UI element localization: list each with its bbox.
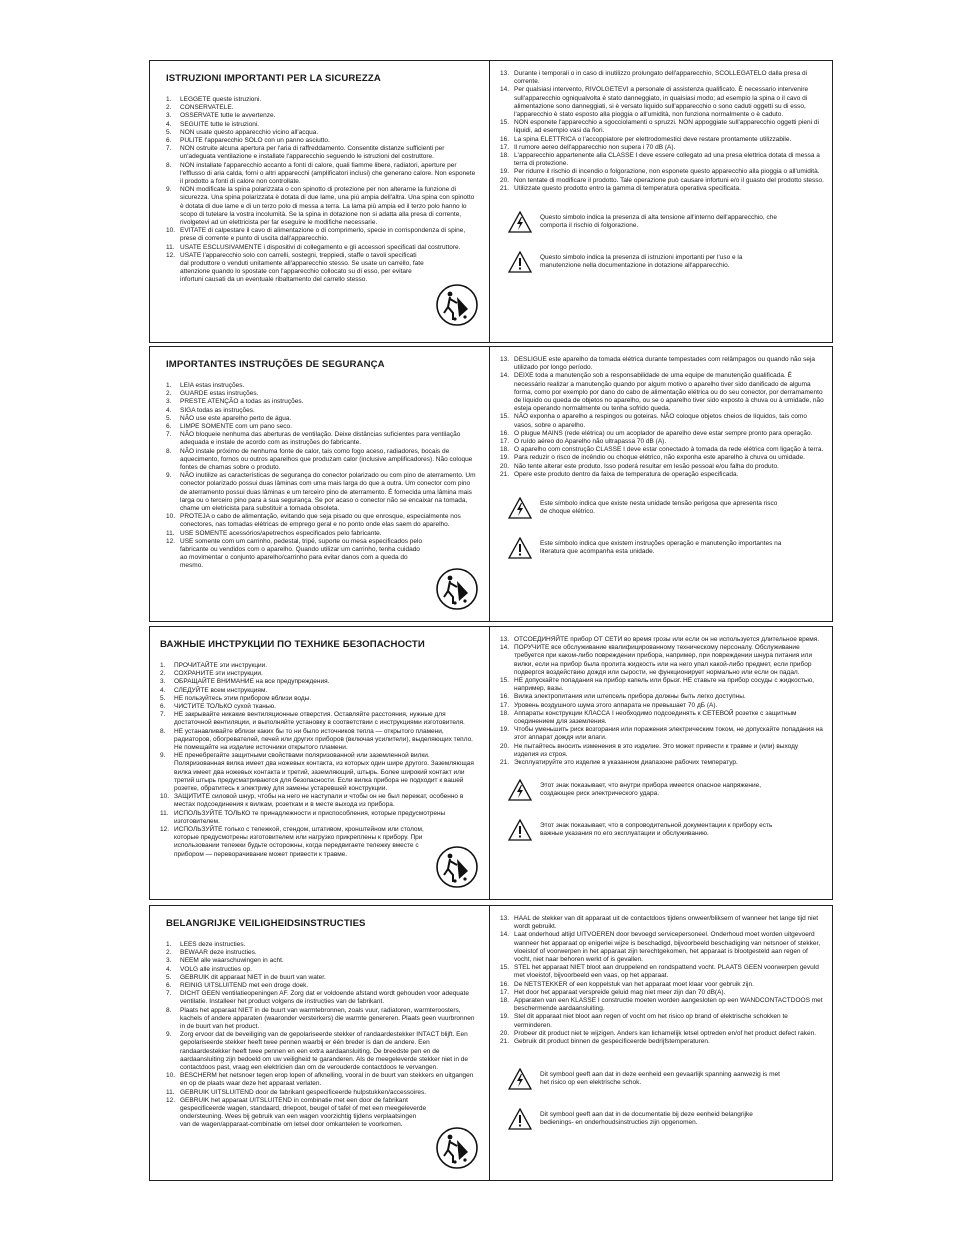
right-column — [490, 906, 832, 1180]
symbol-description: Questo simbolo indica la presenza di alta tensione all'interno dell'apparecchio, che comporta il rischio di folgorazione. — [540, 213, 777, 230]
list-item: 4. СЛЕДУЙТЕ всем инструкциям. — [160, 686, 268, 694]
symbol-description: Этот знак показывает, что в сопроводительной документации к прибору есть важные указания по его эксплуатации и обслуживанию. — [540, 822, 773, 838]
list-item: 18. O aparelho com construção CLASSE I deve estar conectado à tomada da rede elétrica com ligação à terra. — [500, 446, 824, 454]
instruction-list — [166, 382, 479, 571]
cart-tip-over-warning-icon — [435, 1126, 479, 1170]
list-item: 7. NON ostruite alcuna apertura per l'aria di raffreddamento. Consentite distanze sufficienti per un'adeguata ventilazione e installate l'apparecchio seguendo le istruzioni del costruttore. — [166, 145, 445, 161]
list-item: 7. DICHT GEEN ventilatieopeningen AF. Zorg dat er voldoende afstand wordt gehouden voor adequate ventilatie. Installeer het product volgens de instructies van de fabrikant. — [166, 990, 469, 1006]
list-item: 14. Per qualsiasi intervento, RIVOLGETEVI a personale di assistenza qualificato. È necessario intervenire sull'apparecchio ogniqualvolta è stato danneggiato, in qualsiasi modo; ad esempio la spina o il cavo di alimentazione sono danneggiati, si è versato liquido sull'apparecchio o sono caduti oggetti su di esso, l'apparecchio è stato esposto alla pioggia o all'umidità, non funziona normalmente o è caduto. — [500, 86, 809, 119]
list-item: 1. LEIA estas instruções. — [166, 382, 245, 389]
safety-section-portuguese — [149, 346, 833, 622]
list-item: 16. De NETSTEKKER of een koppelstuk van het apparaat moet klaar voor gebruik zijn. — [500, 980, 754, 988]
exclamation-triangle-icon — [500, 819, 540, 841]
section-heading: ISTRUZIONI IMPORTANTI PER LA SICUREZZA — [166, 73, 381, 84]
list-item: 8. Plaats het apparaat NIET in de buurt van warmtebronnen, zoals vuur, radiatoren, warmteroosters, kachels of andere apparaten (waaronder versterkers) die warmte genereren. Plaats geen vuurbronnen in de buurt van het product. — [166, 1006, 475, 1031]
list-item: 2. GUARDE estas instruções. — [166, 390, 259, 398]
list-item: 19. Stel dit apparaat niet bloot aan regen of vocht om het risico op brand of elektrische schokken te verminderen. — [500, 1013, 788, 1029]
list-item: 3. ОБРАЩАЙТЕ ВНИМАНИЕ на все предупреждения. — [160, 678, 330, 686]
symbol-description: Dit symbool geeft aan dat in deze eenheid een gevaarlijk spanning aanwezig is met het risico op een elektrische schok. — [540, 1071, 780, 1087]
lightning-bolt-triangle-icon — [500, 211, 540, 233]
list-item: 6. LIMPE SOMENTE com um pano seco. — [166, 423, 292, 431]
symbol-description: Este símbolo indica que existem instruções operação e manutenção importantes na literatura que acompanha esta unidade. — [540, 539, 782, 556]
section-heading: BELANGRIJKE VEILIGHEIDSINSTRUCTIES — [166, 918, 366, 929]
symbol-row-voltage — [500, 1062, 824, 1096]
list-item: 21. Gebruik dit product binnen de gespecificeerde bedrijfstemperaturen. — [500, 1038, 710, 1046]
lightning-bolt-triangle-icon — [500, 1068, 540, 1090]
list-item: 4. SIGA todas as instruções. — [166, 406, 255, 414]
list-item: 3. NEEM alle waarschuwingen in acht. — [166, 957, 284, 965]
list-item: 14. ПОРУЧИТЕ все обслуживание квалифицированному техническому персоналу. Обслуживание требуется при каком-либо повреждении прибора, например, при повреждении шнура питания или вилки, если на прибор была пролита жидкость или на него упал какой-либо предмет, если прибор подвергся воздействию дождя или сырости, не функционирует нормально или если он падал. — [500, 644, 813, 676]
list-item: 9. Zorg ervoor dat de beveiliging van de gepolariseerde stekker of randaardestekker INTACT blijft. Een gepolariseerde stekker heeft twee pennen waarbij er één breder is dan de andere. Een randaardestekker heeft twee pennen en een extra aardaansluiting. De breedste pen en de aardaansluiting zijn bedoeld om uw veiligheid te garanderen. Als de meegeleverde stekker niet in de contactdoos past, vraag een elektricien dan om de verouderde contactdoos te vervangen. — [166, 1031, 468, 1072]
symbol-row-instructions — [500, 1102, 824, 1136]
cart-tip-over-warning-icon — [435, 283, 479, 327]
list-item: 1. ПРОЧИТАЙТЕ эти инструкции. — [160, 662, 268, 669]
section-heading: ВАЖНЫЕ ИНСТРУКЦИИ ПО ТЕХНИКЕ БЕЗОПАСНОСТИ — [160, 639, 425, 650]
list-item: 10. EVITATE di calpestare il cavo di alimentazione o di comprimerlo, specie in corrispondenza di spine, prese di corrente e punto di uscita dall'apparecchio. — [166, 227, 466, 243]
list-item: 6. REINIG UITSLUITEND met een droge doek. — [166, 982, 309, 990]
list-item: 13. ОТСОЕДИНЯЙТЕ прибор ОТ СЕТИ во время грозы или если он не используется длительное время. — [500, 636, 820, 643]
exclamation-triangle-icon — [500, 251, 540, 273]
list-item: 9. NÃO inutilize as características de segurança do conector polarizado ou com pino de aterramento. Um conector polarizado possui duas lâminas com uma mais larga do que a outra. Um conector com pino de aterramento possui duas lâminas e um terceiro pino de aterramento. É fornecida uma lâmina mais larga ou o terceiro pino para a sua segurança. Se por acaso o conector não se encaixar na tomada, chame um eletricista para substituir a tomada obsoleta. — [166, 472, 476, 513]
list-item: 1. LEES deze instructies. — [166, 941, 246, 948]
list-item: 9. НЕ пренебрегайте защитными свойствами поляризованной или заземленной вилки. Поляризованная вилка имеет два ножевых контакта, из которых один шире другого. Заземляющая вилка имеет два ножевых контакта и третий, заземляющий, штырь. Более широкий контакт или третий штырь предусматриваются для безопасности. Если вилка прибора не подходит к вашей розетке, обратитесь к электрику для замены устаревшей конструкции. — [160, 752, 474, 793]
list-item: 18. Аппараты конструкции КЛАССА I необходимо подсоединять к СЕТЕВОЙ розетке с защитным соединением для заземления. — [500, 709, 797, 726]
list-item: 6. ЧИСТИТЕ ТОЛЬКО сухой тканью. — [160, 703, 276, 711]
list-item: 12. USE somente com um carrinho, pedestal, tripé, suporte ou mesa especificados pelo fabricante ou vendidos com o aparelho. Quando utilizar um carrinho, tenha cuidado ao movimentar o conjunto aparelho/carrinho para evitar danos com a queda do mesmo. — [166, 537, 423, 570]
exclamation-triangle-icon — [500, 1108, 540, 1130]
list-item: 10. PROTEJA o cabo de alimentação, evitando que seja pisado ou que enrosque, especialmente nos conectores, nas tomadas elétricas de emprego geral e no ponto onde elas saem do aparelho. — [166, 513, 461, 529]
right-column — [490, 347, 832, 621]
list-item: 20. Non tentate di modificare il prodotto. Tale operazione può causare infortuni e/o il guasto del prodotto stesso. — [500, 176, 824, 184]
safety-section-dutch — [149, 905, 833, 1181]
instruction-list — [500, 70, 824, 193]
list-item: 13. Durante i temporali o in caso di inutilizzo prolungato dell'apparecchio, SCOLLEGATELO dalla presa di corrente. — [500, 70, 808, 86]
list-item: 17. Уровень воздушного шума этого аппарата не превышает 70 дБ (A). — [500, 701, 718, 709]
symbol-row-instructions — [500, 245, 824, 279]
list-item: 2. СОХРАНИТЕ эти инструкции. — [160, 670, 263, 678]
list-item: 15. NON esponete l'apparecchio a sgocciolamenti o spruzzi. NON appoggiate sull'apparecchio oggetti pieni di liquidi, ad esempio vasi da fiori. — [500, 119, 819, 135]
cart-tip-over-warning-icon — [435, 845, 479, 889]
list-item: 21. Эксплуатируйте это изделие в указанном диапазоне рабочих температур. — [500, 759, 738, 767]
list-item: 15. STEL het apparaat NIET bloot aan druppelend en rondspattend vocht. PLAATS GEEN voorwerpen gevuld met vloeistof, bijvoorbeeld een vaas, op het apparaat. — [500, 964, 819, 980]
list-item: 5. NON usate questo apparecchio vicino all'acqua. — [166, 128, 319, 136]
left-column — [150, 906, 490, 1180]
list-item: 18. L'apparecchio appartenente alla CLASSE I deve essere collegato ad una presa elettrica dotata di messa a terra di protezione. — [500, 152, 820, 168]
list-item: 21. Utilizzate questo prodotto entro la gamma di temperatura operativa specificata. — [500, 184, 741, 192]
lightning-bolt-triangle-icon — [500, 497, 540, 519]
list-item: 1. LEGGETE queste istruzioni. — [166, 96, 262, 103]
symbol-description: Dit symbool geeft aan dat in de documentatie bij deze eenheid belangrijke bedienings- en onderhoudsinstructies zijn opgenomen. — [540, 1111, 753, 1127]
list-item: 4. SEGUITE tutte le istruzioni. — [166, 120, 260, 128]
symbol-legend — [500, 205, 824, 279]
list-item: 20. Probeer dit product niet te wijzigen. Anders kan lichamelijk letsel optreden en/of het product defect raken. — [500, 1029, 817, 1037]
instruction-list — [500, 915, 824, 1046]
symbol-legend — [500, 773, 824, 847]
symbol-description: Este símbolo indica que existe nesta unidade tensão perigosa que apresenta risco de choque elétrico. — [540, 499, 778, 516]
symbol-row-instructions — [500, 813, 824, 847]
list-item: 5. NÃO use este aparelho perto de água. — [166, 414, 292, 422]
exclamation-triangle-icon — [500, 537, 540, 559]
list-item: 14. DEIXE toda a manutenção sob a responsabilidade de uma equipe de manutenção qualificada. É necessário realizar a manutenção quando por algum motivo o aparelho tiver sido danificado de alguma forma, como por exemplo por dano do cabo de alimentação elétrica ou do seu conector, por derramamento de líquido ou queda de objetos no aparelho, ou se o aparelho tiver sido exposto à chuva ou à umidade, não esteja operando normalmente ou tenha sofrido queda. — [500, 372, 824, 413]
lightning-bolt-triangle-icon — [500, 779, 540, 801]
list-item: 12. USATE l'apparecchio solo con carrelli, sostegni, treppiedi, staffe o tavoli specificati dal produttore o venduti unitamente all'apparecchio stesso. Se usate un carrello, fate attenzione quando lo spostate con l'apparecchio collocato su di esso, per evitare infortuni causati da un eventuale ribaltamento del carrello stesso. — [166, 251, 424, 284]
list-item: 18. Apparaten van een KLASSE I constructie moeten worden aangesloten op een WANDCONTACTDOOS met beschermende aardaansluiting. — [500, 997, 823, 1013]
list-item: 9. NON modificate la spina polarizzata o con spinotto di protezione per non alterarne la funzione di sicurezza. Una spina polarizzata è dotata di due lame, una più ampia dell'altra. Una spina con spinotto è dotata di due lame e di un terzo polo di messa a terra. La lama più ampia ed il terzo polo hanno lo scopo di tutelare la vostra incolumità. Se la spina in dotazione non si adatta alla presa di corrente, rivolgetevi ad un elettricista per far eseguire le modifiche necessarie. — [166, 186, 475, 227]
instruction-list — [500, 636, 824, 767]
instruction-list — [500, 356, 824, 479]
list-item: 2. BEWAAR deze instructies. — [166, 949, 257, 957]
list-item: 3. OSSERVATE tutte le avvertenze. — [166, 112, 276, 120]
list-item: 7. НЕ закрывайте никакие вентиляционные отверстия. Оставляйте расстояния, нужные для достаточной вентиляции, и выполняйте установку в соответствии с инструкциями изготовителя. — [160, 711, 465, 727]
section-heading: IMPORTANTES INSTRUÇÕES DE SEGURANÇA — [166, 359, 385, 370]
list-item: 6. PULITE l'apparecchio SOLO con un panno asciutto. — [166, 137, 330, 145]
left-column — [150, 627, 490, 899]
list-item: 21. Opere este produto dentro da faixa de temperatura de operação especificada. — [500, 470, 739, 478]
right-column — [490, 61, 832, 342]
symbol-row-voltage — [500, 773, 824, 807]
list-item: 4. VOLG alle instructies op. — [166, 965, 252, 973]
left-column — [150, 61, 490, 342]
list-item: 17. Het door het apparaat verspreide geluid mag niet meer zijn dan 70 dB(A). — [500, 988, 726, 996]
list-item: 12. ИСПОЛЬЗУЙТЕ только с тележкой, стендом, штативом, кронштейном или столом, которые предусмотрены изготовителем или нагрузко прикреплены к прибору. При использовании тележки будьте осторожны, когда передвигаете тележку вместе с прибором — переворачивание может привести к травме. — [160, 826, 424, 858]
symbol-row-voltage — [500, 491, 824, 525]
list-item: 11. USATE ESCLUSIVAMENTE i dispositivi di collegamento e gli accessori specificati dal costruttore. — [166, 243, 461, 251]
list-item: 11. ИСПОЛЬЗУЙТЕ ТОЛЬКО те принадлежности и приспособления, которые предусмотрены изготовителем. — [160, 809, 446, 825]
list-item: 8. NÃO instale próximo de nenhuma fonte de calor, tais como fogo aceso, radiadores, bocais de aquecimento, fornos ou outros aparelhos que produzam calor (inclusive amplificadores). Não coloque fontes de chamas sobre o produto. — [166, 447, 473, 472]
list-item: 16. Вилка электропитания или штепсель прибора должны быть легко доступны. — [500, 693, 746, 701]
list-item: 20. Não tente alterar este produto. Isso poderá resultar em lesão pessoal e/ou falha do produto. — [500, 462, 779, 470]
list-item: 10. ЗАЩИТИТЕ силовой шнур, чтобы на него не наступали и чтобы он не был пережат, особенно в местах подсоединения к вилкам, розеткам и в месте выхода из прибора. — [160, 793, 464, 809]
list-item: 19. Per ridurre il rischio di incendio o folgorazione, non esponete questo apparecchio alla pioggia o all'umidità. — [500, 168, 820, 176]
list-item: 19. Para reduzir o risco de incêndio ou choque elétrico, não exponha este aparelho à chuva ou umidade. — [500, 454, 805, 462]
list-item: 13. HAAL de stekker van dit apparaat uit de contactdoos tijdens onweer/bliksem of wanneer het lange tijd niet wordt gebruikt. — [500, 915, 818, 931]
list-item: 8. NON installate l'apparecchio accanto a fonti di calore, quali fiamme libere, radiatori, aperture per l'efflusso di aria calda, forni o altri apparecchi (amplificatori inclusi) che generano calore. Non esponete il prodotto a fonti di calore non controllate. — [166, 161, 476, 186]
list-item: 15. НЕ допускайте попадания на прибор капель или брызг. НЕ ставьте на прибор сосуды с жидкостью, например, вазы. — [500, 677, 814, 693]
list-item: 13. DESLIGUE este aparelho da tomada elétrica durante tempestades com relâmpagos ou quando não seja utilizado por longo período. — [500, 356, 815, 372]
safety-section-italian — [149, 60, 833, 343]
list-item: 15. NÃO exponha o aparelho a respingos ou goteiras. NÃO coloque objetos cheios de líquidos, tais como vasos, sobre o aparelho. — [500, 413, 808, 429]
list-item: 14. Laat onderhoud altijd UITVOEREN door bevoegd servicepersoneel. Onderhoud moet worden uitgevoerd wanneer het apparaat op enigerlei wijze is beschadigd, bijvoorbeeld beschadiging van netsnoer of stekker, vloeistof of voorwerpen in het apparaat zijn terechtgekomen, het apparaat is blootgesteld aan regen of vocht, niet naar behoren werkt of is gevallen. — [500, 931, 821, 964]
list-item: 2. CONSERVATELE. — [166, 104, 234, 112]
cart-tip-over-warning-icon — [435, 567, 479, 611]
instruction-list — [166, 941, 479, 1130]
list-item: 17. O ruído aéreo do Aparelho não ultrapassa 70 dB (A). — [500, 438, 667, 446]
symbol-row-voltage — [500, 205, 824, 239]
list-item: 12. GEBRUIK het apparaat UITSLUITEND in combinatie met een door de fabrikant gespecificeerde wagen, standaard, driepoot, beugel of tafel of met een meegeleverde ondersteuning. Wees bij gebruik van een wagen voorzichtig tijdens verplaatsingen van de wagen/apparaat-combinatie om letsel door omkantelen te voorkomen. — [166, 1096, 427, 1129]
instruction-list — [166, 96, 479, 285]
instruction-list — [160, 662, 479, 859]
list-item: 11. USE SOMENTE acessórios/apetrechos especificados pelo fabricante. — [166, 529, 382, 537]
symbol-legend — [500, 1062, 824, 1136]
list-item: 7. NÃO bloqueie nenhuma das aberturas de ventilação. Deixe distâncias suficientes para ventilação adequada e instale de acordo com as instruções do fabricante. — [166, 431, 461, 447]
list-item: 3. PRESTE ATENÇÃO a todas as instruções. — [166, 398, 304, 406]
list-item: 8. НЕ устанавливайте вблизи каких бы то ни было источников тепла — открытого пламени, радиаторов, обогревателей, печей или других приборов (включая усилители), выделяющих тепло. Не помещайте на изделие источники открытого пламени. — [160, 727, 473, 752]
list-item: 11. GEBRUIK UITSLUITEND door de fabrikant gespecificeerde hulpstukken/accessoires. — [166, 1088, 427, 1096]
left-column — [150, 347, 490, 621]
safety-section-russian — [149, 626, 833, 900]
list-item: 10. BESCHERM het netsnoer tegen erop lopen of afknelling, vooral in de buurt van stekkers en uitgangen en op de plaats waar deze het apparaat verlaten. — [166, 1072, 474, 1088]
right-column — [490, 627, 832, 899]
symbol-legend — [500, 491, 824, 565]
list-item: 5. НЕ пользуйтесь этим прибором вблизи воды. — [160, 694, 312, 702]
list-item: 19. Чтобы уменьшить риск возгорания или поражения электрическим током, не допускайте попадания на этот аппарат дождя или влаги. — [500, 726, 823, 742]
list-item: 20. Не пытайтесь вносить изменения в это изделие. Это может привести к травме и (или) выходу изделия из строя. — [500, 742, 799, 758]
list-item: 16. La spina ELETTRICA o l'accoppiatore per elettrodomestici deve restare prontamente utilizzabile. — [500, 135, 792, 143]
symbol-row-instructions — [500, 531, 824, 565]
list-item: 17. Il rumore aereo dell'apparecchio non supera i 70 dB (A). — [500, 143, 676, 151]
symbol-description: Этот знак показывает, что внутри прибора имеется опасное напряжение, создающее риск электрического удара. — [540, 782, 762, 798]
symbol-description: Questo simbolo indica la presenza di istruzioni importanti per l'uso e la manutenzione nella documentazione in dotazione all'apparecchio. — [540, 253, 743, 270]
list-item: 16. O plugue MAINS (rede elétrica) ou um acoplador de aparelho deve estar sempre pronto para operação. — [500, 429, 813, 437]
list-item: 5. GEBRUIK dit apparaat NIET in de buurt van water. — [166, 973, 326, 981]
